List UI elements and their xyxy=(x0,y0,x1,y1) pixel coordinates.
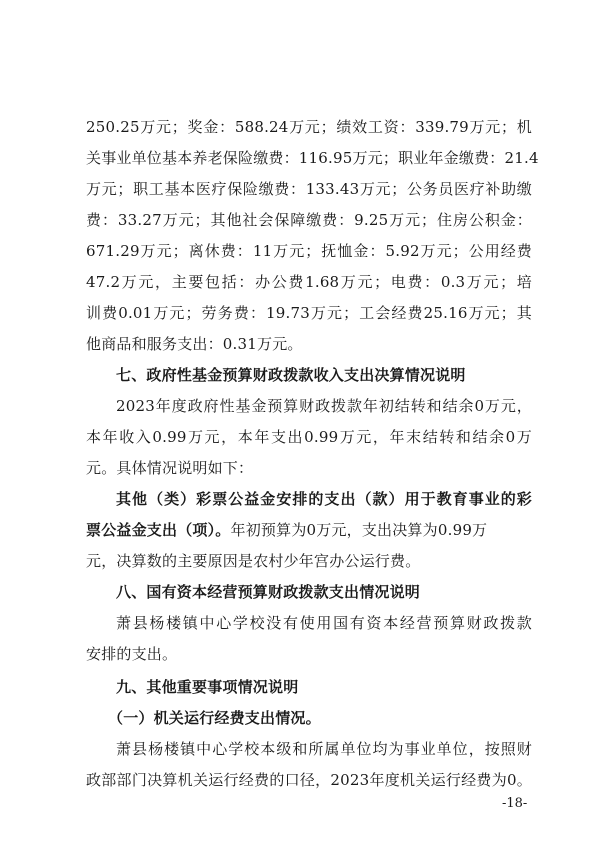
paragraph-line: 元，决算数的主要原因是农村少年宫办公运行费。 xyxy=(86,552,421,570)
paragraph-line: 本年收入0.99万元，本年支出0.99万元，年末结转和结余0万 xyxy=(86,428,532,446)
paragraph-line: 萧县杨楼镇中心学校没有使用国有资本经营预算财政拨款 xyxy=(116,614,532,632)
paragraph-line: 萧县杨楼镇中心学校本级和所属单位均为事业单位，按照财 xyxy=(116,740,532,758)
paragraph-line: 250.25万元；奖金：588.24万元；绩效工资：339.79万元；机 xyxy=(86,118,532,136)
paragraph-line xyxy=(86,520,532,540)
paragraph-line: 元。具体情况说明如下： xyxy=(86,459,254,477)
paragraph-line: 费：33.27万元；其他社会保障缴费：9.25万元；住房公积金： xyxy=(86,211,532,229)
section-heading-7: 七、政府性基金预算财政拨款收入支出决算情况说明 xyxy=(116,366,466,384)
page-number: -18- xyxy=(502,796,528,811)
paragraph-line: 政部部门决算机关运行经费的口径，2023年度机关运行经费为0。 xyxy=(86,771,532,789)
section-heading-9: 九、其他重要事项情况说明 xyxy=(116,678,299,696)
paragraph-line: 671.29万元；离休费：11万元；抚恤金：5.92万元；公用经费 xyxy=(86,242,532,260)
bold-lead-text: 票公益金支出（项）。 xyxy=(86,521,231,539)
paragraph-line-bold: 其他（类）彩票公益金安排的支出（款）用于教育事业的彩 xyxy=(116,490,532,508)
paragraph-line: 关事业单位基本养老保险缴费：116.95万元；职业年金缴费：21.4 xyxy=(86,149,539,167)
subsection-heading: （一）机关运行经费支出情况。 xyxy=(108,709,321,727)
paragraph-line: 47.2万元，主要包括：办公费1.68万元；电费：0.3万元；培 xyxy=(86,273,532,291)
paragraph-line: 万元；职工基本医疗保险缴费：133.43万元；公务员医疗补助缴 xyxy=(86,180,532,198)
section-heading-8: 八、国有资本经营预算财政拨款支出情况说明 xyxy=(116,583,421,601)
paragraph-line: 训费0.01万元；劳务费：19.73万元；工会经费25.16万元；其 xyxy=(86,304,532,322)
paragraph-line: 安排的支出。 xyxy=(86,645,178,663)
paragraph-line: 他商品和服务支出：0.31万元。 xyxy=(86,335,303,353)
paragraph-text: 年初预算为0万元，支出决算为0.99万 xyxy=(230,521,488,539)
paragraph-line: 2023年度政府性基金预算财政拨款年初结转和结余0万元， xyxy=(116,397,532,415)
